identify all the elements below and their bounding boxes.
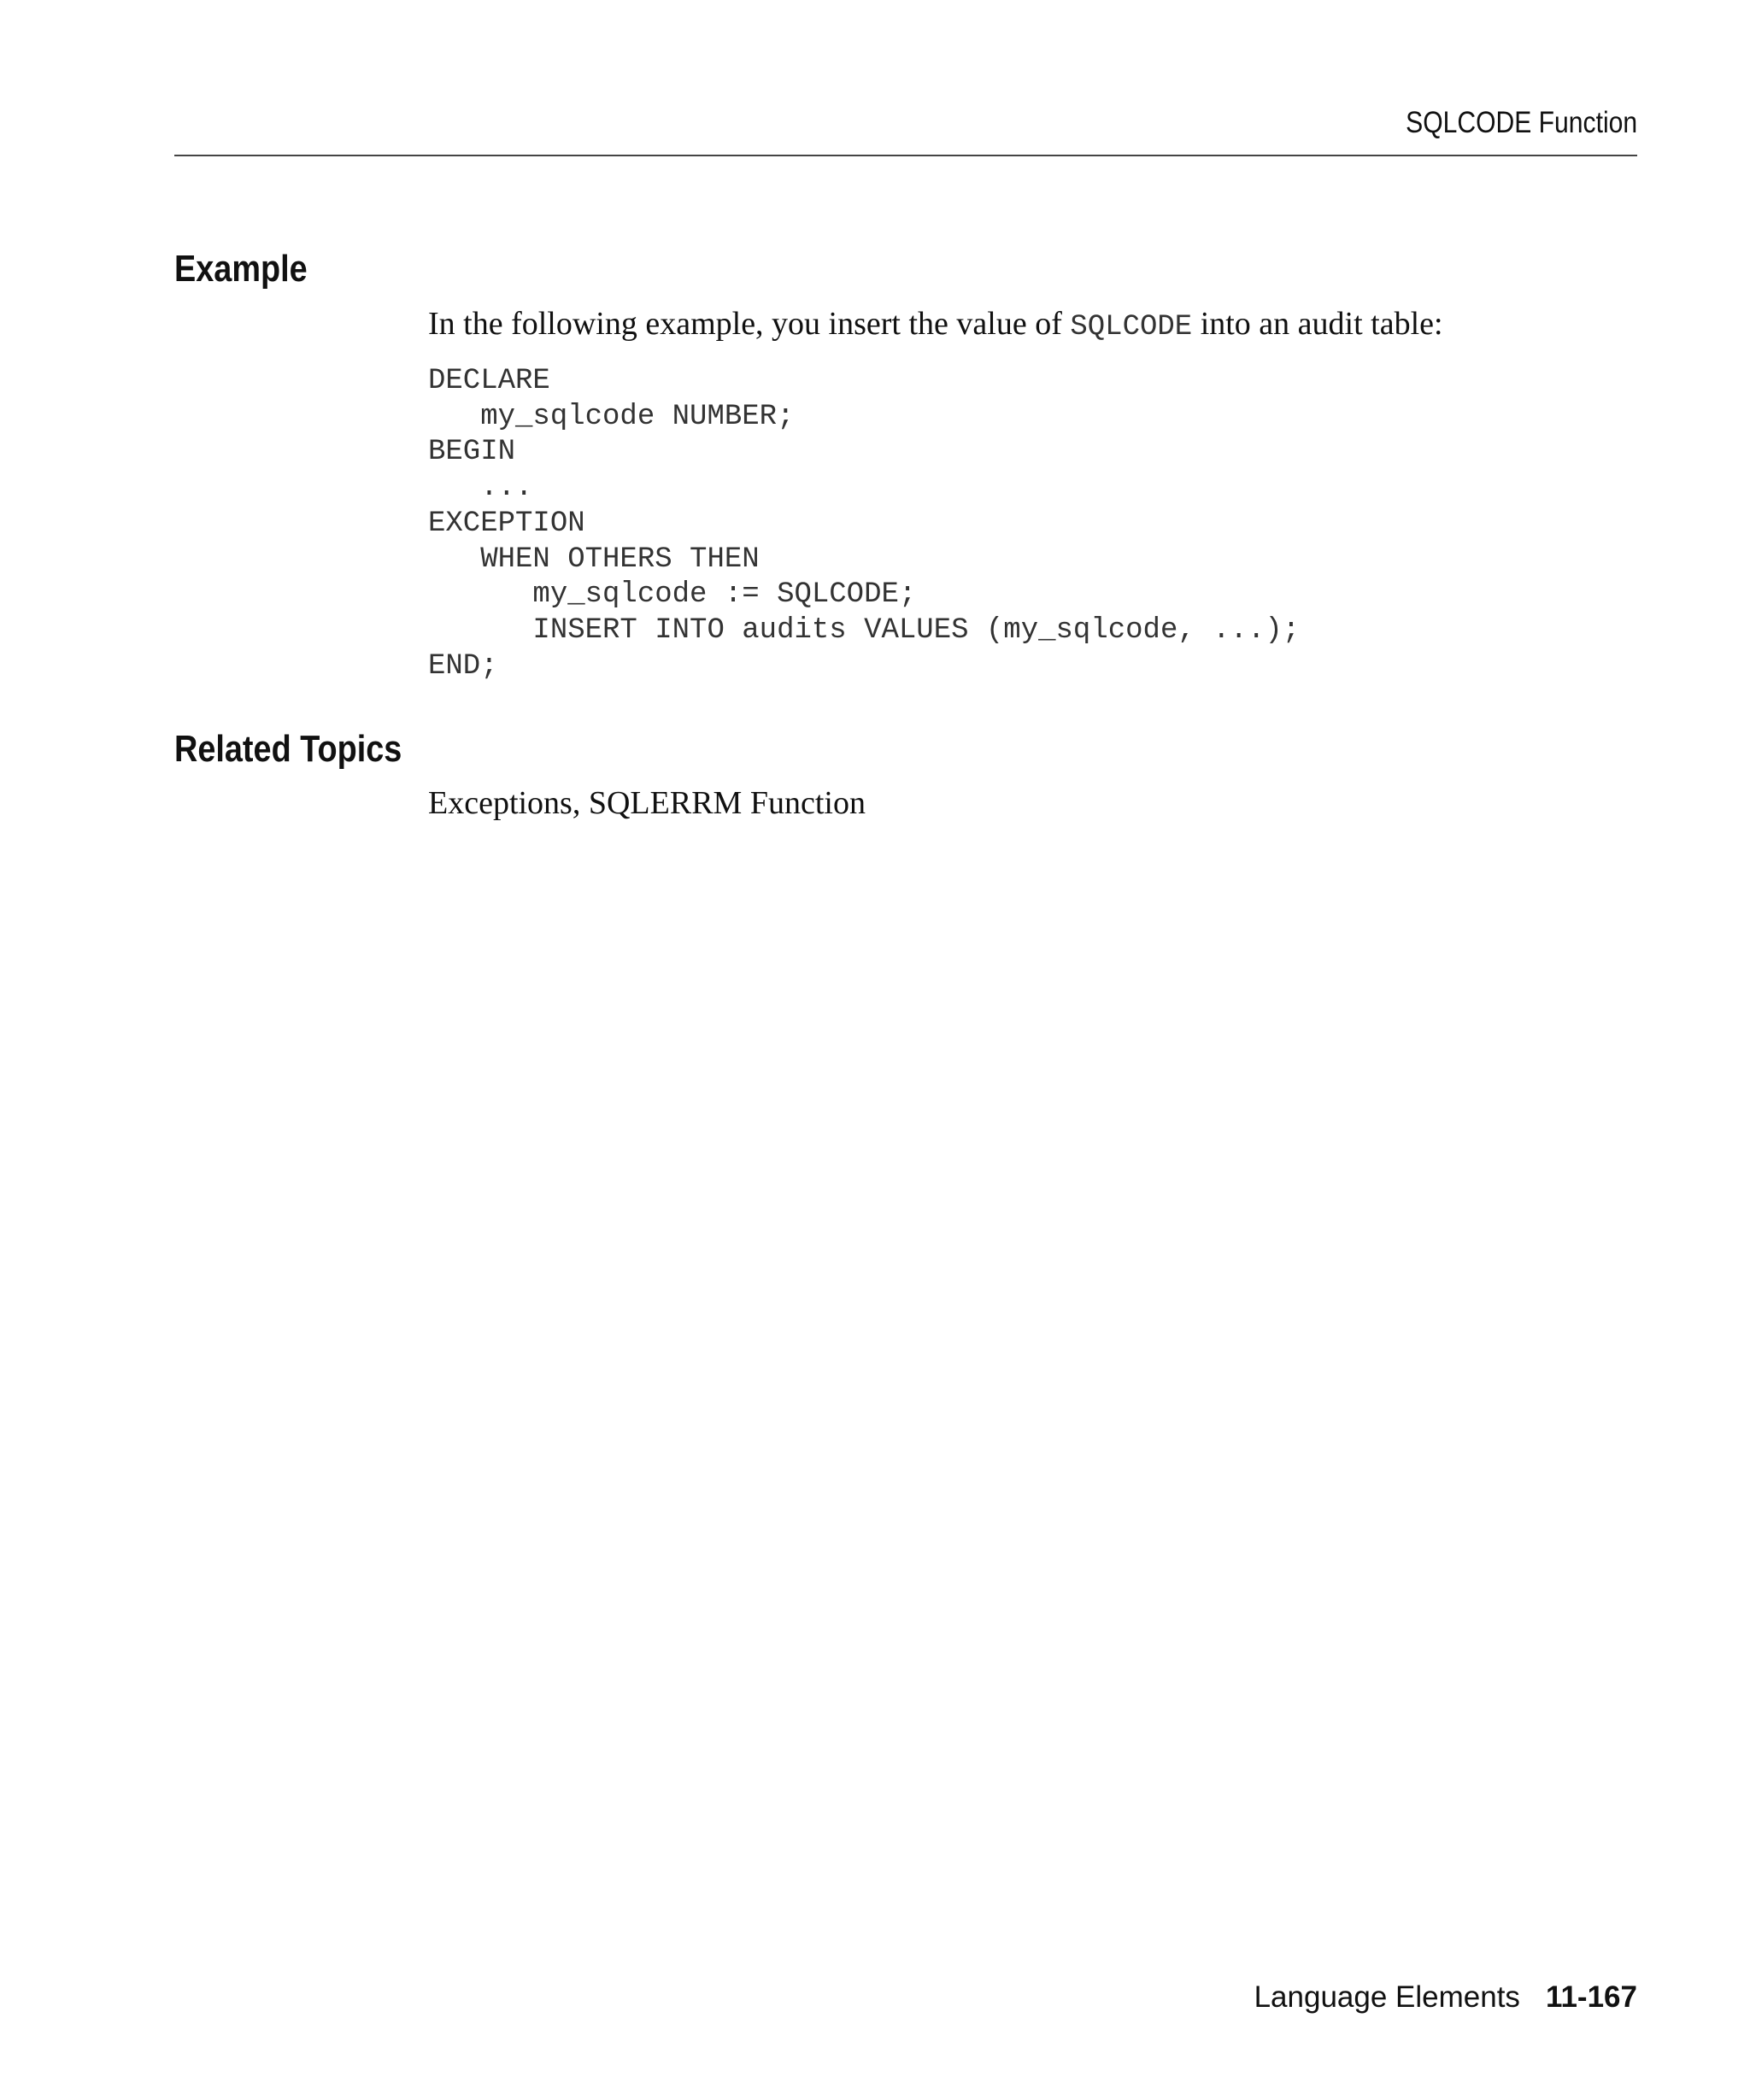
header-divider <box>174 155 1637 156</box>
code-line: END; <box>428 649 498 683</box>
code-line: ... <box>428 472 533 505</box>
intro-text-before: In the following example, you insert the value of <box>428 306 1071 342</box>
intro-text-after: into an audit table: <box>1192 306 1443 342</box>
intro-inline-code: SQLCODE <box>1070 311 1193 343</box>
code-line: my_sqlcode := SQLCODE; <box>428 578 917 612</box>
code-line: DECLARE <box>428 365 550 397</box>
related-topics-text: Exceptions, SQLERRM Function <box>428 785 866 821</box>
code-line: my_sqlcode NUMBER; <box>428 400 795 433</box>
example-intro-paragraph <box>428 305 1443 343</box>
code-line: WHEN OTHERS THEN <box>428 543 760 576</box>
code-line: EXCEPTION <box>428 507 585 540</box>
footer-section-title: Language Elements <box>1254 1980 1520 2014</box>
running-header-title: SQLCODE Function <box>1405 106 1637 139</box>
footer-page-number: 11-167 <box>1545 1980 1637 2014</box>
related-topics-heading: Related Topics <box>174 728 402 770</box>
example-heading: Example <box>174 248 308 290</box>
example-code-block <box>428 364 1300 684</box>
code-line: BEGIN <box>428 436 516 469</box>
code-line: INSERT INTO audits VALUES (my_sqlcode, ...); <box>428 613 1301 647</box>
page-footer <box>1254 1980 1637 2015</box>
